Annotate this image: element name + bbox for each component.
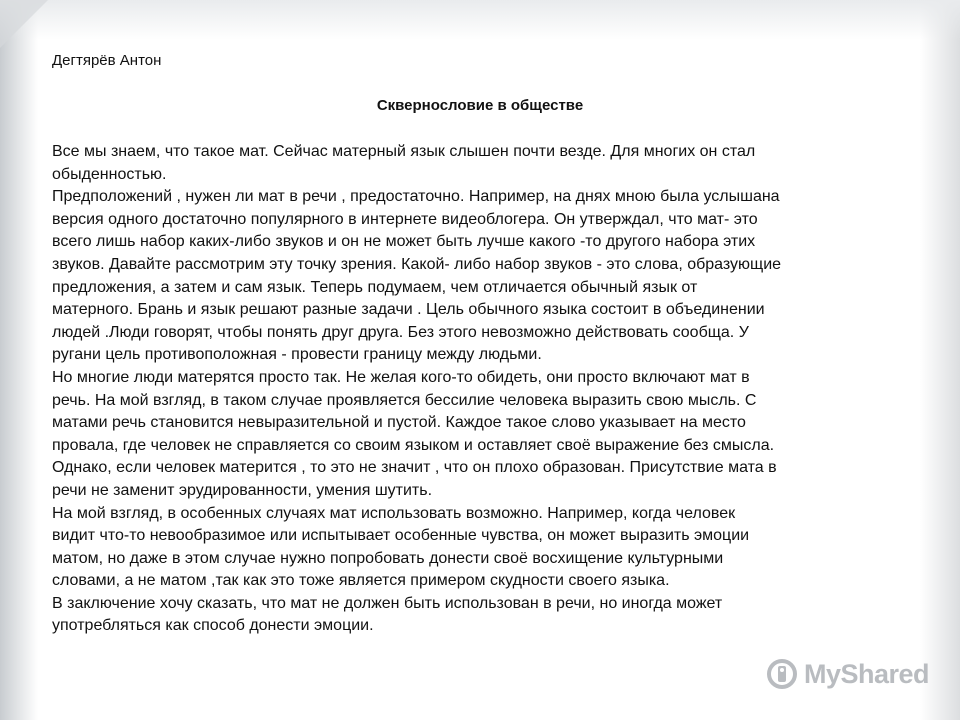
text-line: употребляться как способ донести эмоции.	[52, 617, 374, 635]
body-text	[52, 141, 912, 638]
text-line: видит что-то невообразимое или испытывает особенные чувства, он может выразить эмоции	[52, 527, 750, 545]
myshared-logo-icon	[766, 658, 798, 690]
text-line: ругани цель противоположная - провести границу между людьми.	[52, 346, 542, 364]
text-line: матом, но даже в этом случае нужно попробовать донести своё восхищение культурными	[52, 549, 724, 567]
text-line: речи не заменит эрудированности, умения шутить.	[52, 481, 433, 499]
slide-top-decoration	[0, 0, 960, 40]
text-line: обыденностью.	[52, 165, 167, 183]
text-line: Однако, если человек матерится , то это не значит , что он плохо образован. Присутствие мата в	[52, 459, 777, 477]
text-line: всего лишь набор каких-либо звуков и он не может быть лучше какого -то другого набора этих	[52, 233, 756, 251]
text-line: В заключение хочу сказать, что мат не должен быть использован в речи, но иногда может	[52, 594, 723, 612]
text-line: Все мы знаем, что такое мат. Сейчас матерный язык слышен почти везде. Для многих он стал	[52, 143, 756, 160]
text-line: речь. На мой взгляд, в таком случае проявляется бессилие человека выразить свою мысль. С	[52, 391, 757, 409]
author-name: Дегтярёв Антон	[52, 52, 162, 69]
slide-corner-decoration	[0, 0, 48, 48]
myshared-watermark	[766, 655, 929, 693]
watermark-text: MyShared	[804, 658, 930, 689]
text-line: Но многие люди матерятся просто так. Не желая кого-то обидеть, они просто включают мат в	[52, 368, 750, 386]
text-line: звуков. Давайте рассмотрим эту точку зрения. Какой- либо набор звуков - это слова, образующие	[52, 255, 782, 273]
text-line: провала, где человек не справляется со своим языком и оставляет своё выражение без смысла.	[52, 436, 775, 454]
text-line: Предположений , нужен ли мат в речи , предостаточно. Например, на днях мною была услышана	[52, 188, 780, 206]
text-line: матерного. Брань и язык решают разные задачи . Цель обычного языка состоит в объединении	[52, 301, 765, 319]
text-line: версия одного достаточно популярного в интернете видеоблогера. Он утверждал, что мат- это	[52, 210, 758, 228]
text-line: матами речь становится невыразительной и пустой. Каждое такое слово указывает на место	[52, 414, 746, 432]
text-line: На мой взгляд, в особенных случаях мат использовать возможно. Например, когда человек	[52, 504, 736, 522]
text-line: людей .Люди говорят, чтобы понять друг друга. Без этого невозможно действовать сообща. У	[52, 323, 749, 341]
document-title: Сквернословие в обществе	[376, 97, 584, 114]
text-line: предложения, а затем и сам язык. Теперь подумаем, чем отличается обычный язык от	[52, 278, 698, 296]
text-line: словами, а не матом ,так как это тоже является примером скудности своего языка.	[52, 572, 670, 590]
